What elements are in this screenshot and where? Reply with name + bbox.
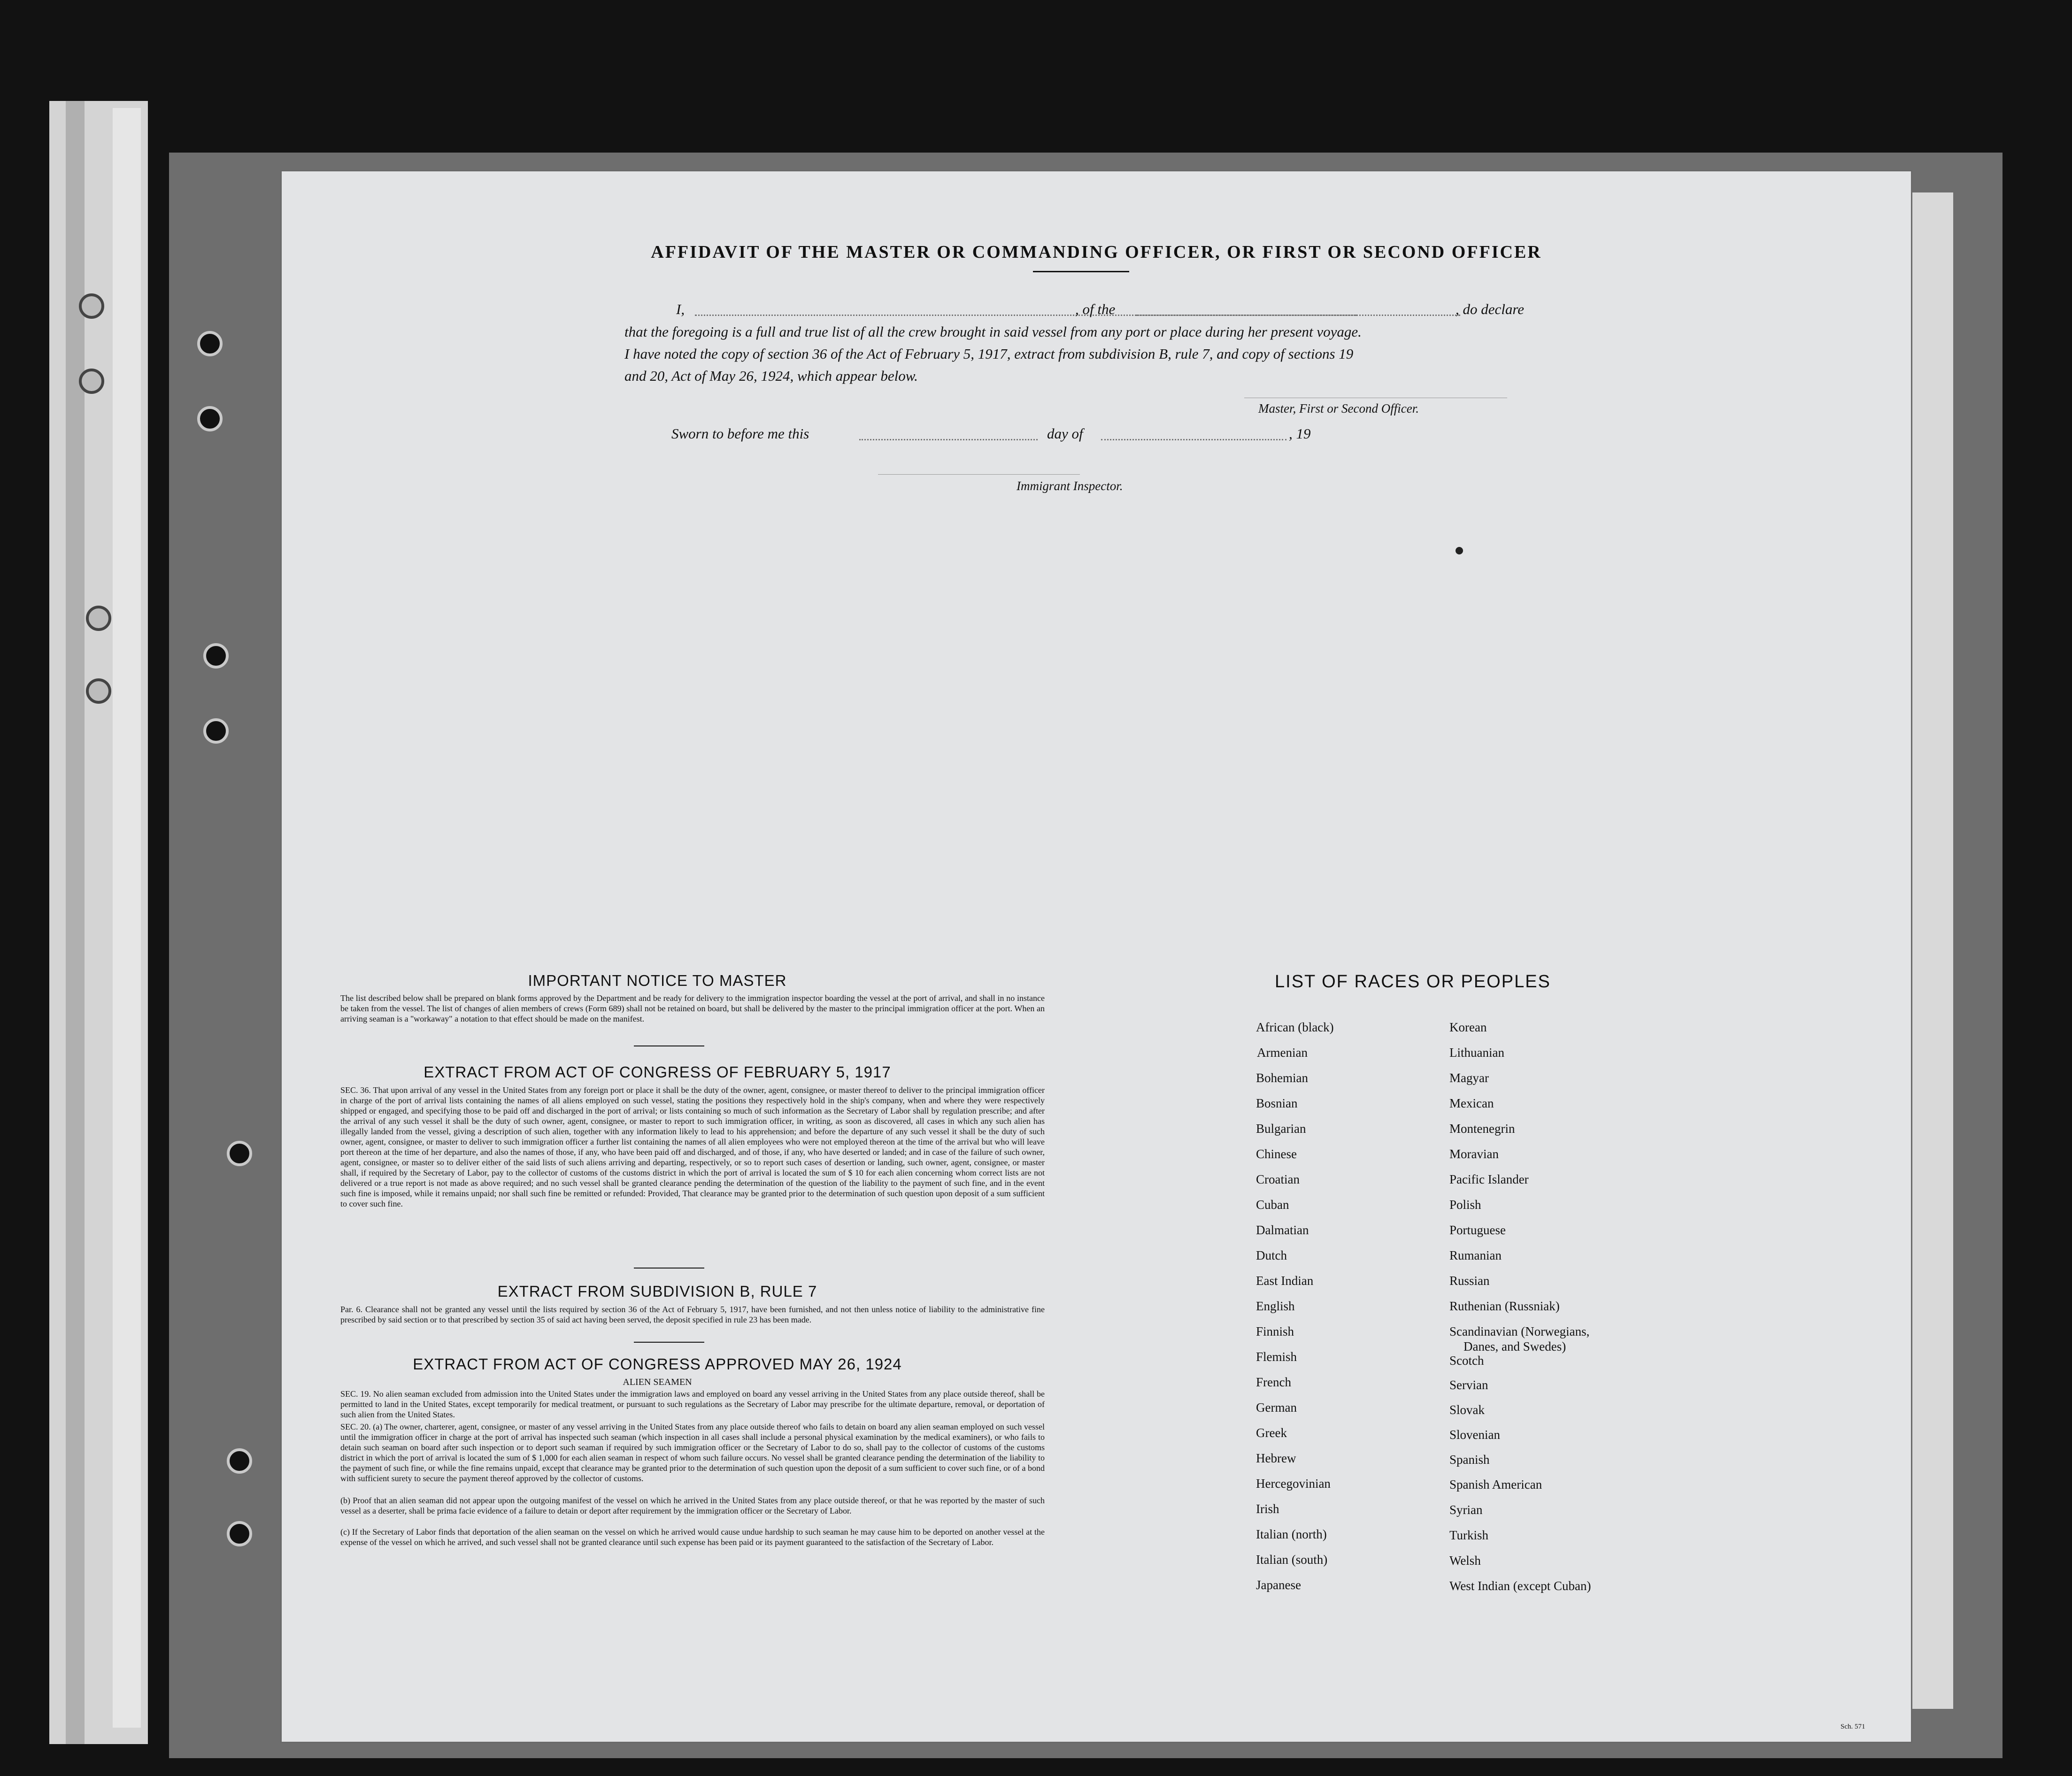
race-item: Croatian (1256, 1172, 1300, 1186)
race-item: West Indian (except Cuban) (1449, 1579, 1591, 1593)
race-item: French (1256, 1375, 1291, 1389)
race-item: Bohemian (1256, 1071, 1308, 1085)
binding-hole (203, 718, 229, 744)
notice-body: The list described below shall be prepared on blank forms approved by the Department and be ready for delivery to the immigration inspector boarding the vessel at the port of arrival, and shall in no instance be taken from the vessel. The list of changes of alien members of crews (Form 689) shall not be retained on board, but shall be delivered by the master to the principal immigration officer at the port. When an arriving seaman is a "workaway" a notation to that effect should be made on the manifest. (340, 993, 1045, 1023)
rule7-heading: EXTRACT FROM SUBDIVISION B, RULE 7 (497, 1283, 817, 1300)
race-item: English (1256, 1299, 1295, 1313)
day-of-label: day of (1047, 425, 1083, 442)
extract-1924-heading: EXTRACT FROM ACT OF CONGRESS APPROVED MAY 26, 1924 (413, 1355, 902, 1373)
race-item: Bosnian (1256, 1096, 1298, 1110)
race-item: Chinese (1256, 1147, 1297, 1161)
binding-hole (86, 606, 111, 631)
race-item: Spanish (1449, 1453, 1490, 1467)
race-item: Flemish (1256, 1350, 1297, 1364)
race-item: Greek (1256, 1426, 1287, 1440)
binding-hole (197, 406, 223, 431)
race-item: Russian (1449, 1274, 1490, 1288)
sworn-month-blank[interactable] (1101, 439, 1286, 440)
sec20b-body: (b) Proof that an alien seaman did not appear upon the outgoing manifest of the vessel on which he arrived in the United States from any place outside thereof, or that he was reported by the master of such vessel as a deserter, shall be prima facie evidence of a failure to detain or deport after requirement by the immigration officer or the Secretary of Labor. (340, 1496, 1045, 1515)
sec19-body: SEC. 19. No alien seaman excluded from admission into the United States under the immigration laws and employed on board any vessel arriving in the United States from any place outside thereof, shall be permitted to land in the United States, except temporarily for medical treatment, or pursuant to such regulations as the Secretary of Labor may prescribe for the ultimate departure, removal, or deportation of such alien from the United States. (340, 1389, 1045, 1419)
race-item: Japanese (1256, 1578, 1301, 1592)
races-heading: LIST OF RACES OR PEOPLES (1275, 972, 1551, 992)
race-item: Italian (north) (1256, 1527, 1327, 1541)
divider (634, 1342, 704, 1343)
race-item: Servian (1449, 1378, 1488, 1392)
race-item: Slovenian (1449, 1428, 1500, 1442)
race-item: Korean (1449, 1020, 1487, 1034)
race-item: Mexican (1449, 1096, 1494, 1110)
sec20a-body: SEC. 20. (a) The owner, charterer, agent, consignee, or master of any vessel arriving in the United States from any place outside thereof who fails to detain on board any alien seaman employed on such vessel until the immigration officer in charge at the port of arrival has inspected such seaman (which inspection in all cases shall include a personal physical examination by the medical examiners), or who fails to detain such seaman on board after such inspection or to deport such seaman if required by such immigration officer or the Secretary of Labor to do so, shall pay to the collector of customs of the customs district in which the port of arrival is located the sum of $ 1,000 for each alien seaman in respect of whom such failure occurs. No vessel shall be granted clearance pending the determination of the liability to the payment of such fine, or while the fine remains unpaid, except that clearance may be granted prior to the determination of such question upon the deposit of a sum sufficient to cover such fine, or of a bond with sufficient surety to secure the payment thereof approved by the collector of customs. (340, 1422, 1045, 1483)
ink-spot (1456, 547, 1463, 554)
binding-hole (86, 678, 111, 704)
affidavit-line3: I have noted the copy of section 36 of the Act of February 5, 1917, extract from subdivision B, rule 7, and copy of sections 19 (624, 346, 1354, 362)
race-item: Dutch (1256, 1248, 1287, 1262)
alien-seamen-subheading: ALIEN SEAMEN (623, 1377, 692, 1387)
race-item: Ruthenian (Russniak) (1449, 1299, 1560, 1313)
binding-hole (227, 1521, 252, 1546)
race-item: African (black) (1256, 1020, 1334, 1034)
race-item: Pacific Islander (1449, 1172, 1529, 1186)
race-item: Scotch (1449, 1353, 1484, 1368)
binding-hole (203, 643, 229, 669)
binding-hole (227, 1448, 252, 1474)
left-binding-edge (66, 101, 85, 1744)
race-item: Hercegovinian (1256, 1476, 1331, 1491)
sec20c-body: (c) If the Secretary of Labor finds that deportation of the alien seaman on the vessel on which he arrived would cause undue hardship to such seaman he may cause him to be deported on another vessel at the expense of the vessel on which he arrived, and such vessel shall not be granted clearance until such expense has been paid or its payment guaranteed to the satisfaction of the Secretary of Labor. (340, 1527, 1045, 1547)
binding-hole (79, 293, 104, 319)
sworn-label: Sworn to before me this (671, 425, 809, 442)
inspector-caption: Immigrant Inspector. (1017, 479, 1123, 493)
binding-hole (79, 369, 104, 394)
race-item: Montenegrin (1449, 1122, 1515, 1136)
race-item: German (1256, 1400, 1297, 1415)
race-item: Magyar (1449, 1071, 1489, 1085)
race-item: Bulgarian (1256, 1122, 1306, 1136)
affidavit-title: AFFIDAVIT OF THE MASTER OR COMMANDING OFFICER, OR FIRST OR SECOND OFFICER (651, 242, 1542, 262)
vessel-blank[interactable] (1136, 315, 1460, 316)
race-item: Finnish (1256, 1324, 1294, 1338)
race-item: Welsh (1449, 1553, 1481, 1568)
affidavit-line1-mid: , of the (1075, 301, 1116, 317)
extract-1917-body: SEC. 36. That upon arrival of any vessel in the United States from any foreign port or place it shall be the duty of the owner, agent, consignee, or master thereof to deliver to the principal immigration officer in charge of the port of arrival lists containing the names of all aliens employed on such vessel, stating the positions they respectively hold in the ship's company, when and where they were respectively shipped or engaged, and specifying those to be paid off and discharged in the port of arrival; or lists containing so much of such information as the Secretary of Labor shall by regulation prescribe; and after the arrival of any such vessel it shall be the duty of such owner, agent, consignee, or master to report to such immigration officer, in writing, as soon as discovered, all cases in which any such alien has illegally landed from the vessel, giving a description of such alien, together with any information likely to lead to his apprehension; and before the departure of any such vessel it shall be the duty of such owner, agent, consignee, or master to deliver to such immigration officer a further list containing the names of all alien employees who were not employed thereon at the time of the arrival but who will leave port thereon at the time of her departure, and also the names of those, if any, who have been paid off and discharged, and of those, if any, who have deserted or landed; and in case of the failure of such owner, agent, consignee, or master so to deliver either of the said lists of such aliens arriving and departing, respectively, or so to report such cases of desertion or landing, such owner, agent, consignee, or master shall, if required by the Secretary of Labor, pay to the collector of customs of the customs district in which the port of arrival is located the sum of $ 10 for each alien concerning whom correct lists are not delivered or a true report is not made as above required; and no such vessel shall be granted clearance pending the determination of the question of the liability to the payment of such fine, and in the event such fine is imposed, while it remains unpaid; nor shall such fine be remitted or refunded: Provided, That clearance may be granted prior to the determination of such question upon deposit of a sum sufficient to cover such fine. (340, 1085, 1045, 1208)
title-underline (1033, 271, 1129, 272)
affidavit-line1-start: I, (676, 301, 685, 317)
divider (634, 1268, 704, 1269)
race-item: Slovak (1449, 1403, 1485, 1417)
affidavit-line2: that the foregoing is a full and true list of all the crew brought in said vessel from any port or place during her present voyage. (624, 323, 1362, 340)
affidavit-form-page (282, 171, 1911, 1742)
race-item: Turkish (1449, 1528, 1489, 1542)
race-item: Portuguese (1449, 1223, 1506, 1237)
race-item: Danes, and Swedes) (1463, 1339, 1566, 1353)
binding-hole (227, 1141, 252, 1166)
schedule-number: Sch. 571 (1841, 1723, 1865, 1730)
race-item: Spanish American (1449, 1477, 1542, 1492)
master-signature-caption: Master, First or Second Officer. (1258, 401, 1419, 415)
binding-hole (197, 331, 223, 356)
race-item: Cuban (1256, 1198, 1289, 1212)
race-item: Rumanian (1449, 1248, 1502, 1262)
rule7-body: Par. 6. Clearance shall not be granted any vessel until the lists required by section 36 of the Act of February 5, 1917, have been furnished, and not then unless notice of liability to the administrative fine prescribed by said section or to that prescribed by section 35 of said act having been served, the deposit specified in rule 23 has been made. (340, 1305, 1045, 1324)
race-item: Italian (south) (1256, 1553, 1328, 1567)
race-item: Syrian (1449, 1503, 1483, 1517)
race-item: Hebrew (1256, 1451, 1296, 1465)
race-item: East Indian (1256, 1274, 1314, 1288)
race-item: Scandinavian (Norwegians, (1449, 1324, 1590, 1338)
left-binding-strip-2 (113, 108, 141, 1728)
affidavit-line1-end: , do declare (1456, 301, 1525, 317)
inspector-signature-line[interactable] (878, 474, 1080, 475)
sworn-day-blank[interactable] (859, 439, 1038, 440)
race-item: Irish (1256, 1502, 1279, 1516)
notice-heading: IMPORTANT NOTICE TO MASTER (528, 972, 787, 989)
race-item: Dalmatian (1256, 1223, 1309, 1237)
race-item: Moravian (1449, 1147, 1499, 1161)
extract-1917-heading: EXTRACT FROM ACT OF CONGRESS OF FEBRUARY 5, 1917 (424, 1063, 891, 1081)
affidavit-line4: and 20, Act of May 26, 1924, which appear below. (624, 368, 918, 384)
year-label: , 19 (1289, 425, 1311, 442)
race-item: Armenian (1257, 1046, 1308, 1060)
race-item: Lithuanian (1449, 1046, 1504, 1060)
race-item: Polish (1449, 1198, 1481, 1212)
